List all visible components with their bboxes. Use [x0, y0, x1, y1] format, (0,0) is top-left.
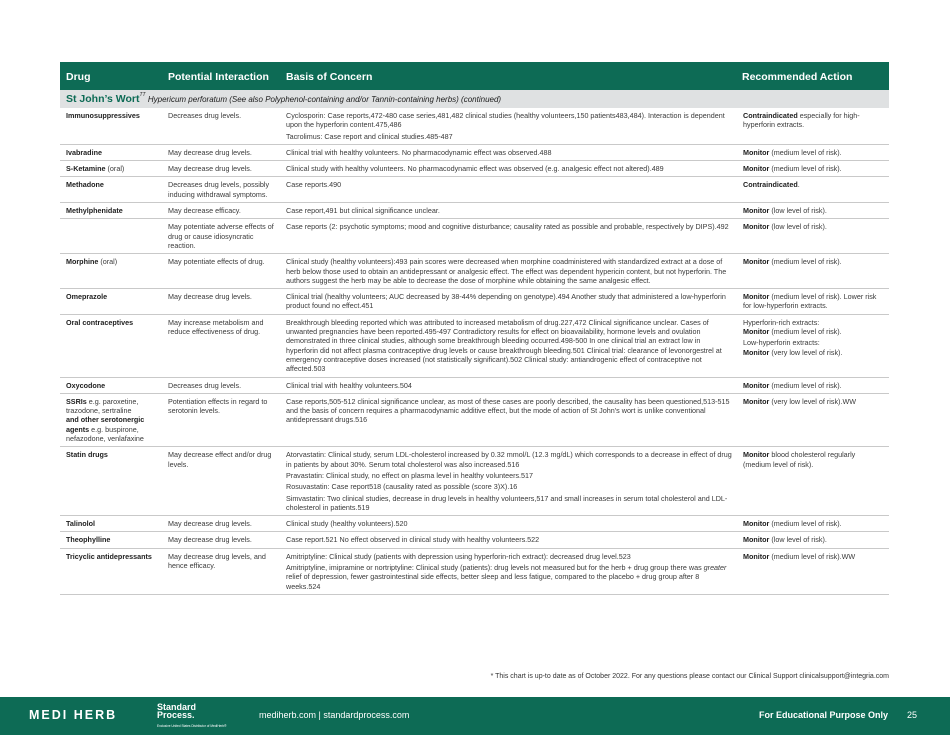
basis-text: Clinical study (healthy volunteers):493 pain scores were decreased when morphine coadministered with standardized extract at a dose of herb below those used to obtain an antidepressant or analgesic effect. The effect was dependent hypericin content, but not hyperforin. The authors suggest the herb may be able to decrease the dose of morphine while obtaining the same analgesic effect.	[286, 257, 727, 285]
drug-name: Statin drugs	[66, 450, 108, 460]
mediherb-logo	[29, 708, 117, 722]
table-row	[60, 145, 889, 161]
interaction-text: May decrease drug levels.	[168, 535, 252, 545]
action-text: (medium level of risk).	[769, 327, 842, 337]
table-row	[60, 289, 889, 315]
action-label: Monitor	[743, 164, 770, 174]
action-text: (medium level of risk).	[769, 147, 842, 157]
drug-name: S-Ketamine	[66, 164, 106, 174]
table-row	[60, 203, 889, 219]
basis-text: relief of depression, fewer gastrointestinal side effects, better sleep and less fatigue, compared to the placebo + drug group after 8 weeks.524	[286, 572, 700, 591]
drug-name: Ivabradine	[66, 147, 102, 157]
basis-text: Amitriptyline: Clinical study (patients with depression using hyperforin-rich extract): decreased drug level.523	[286, 551, 631, 561]
table-row	[60, 219, 889, 254]
action-label: Monitor	[743, 257, 770, 267]
interaction-text: May decrease effect and/or drug levels.	[168, 450, 272, 469]
action-text: (medium level of risk).	[769, 519, 842, 529]
action-text: (low level of risk).	[769, 206, 827, 216]
action-text: (medium level of risk).WW	[769, 551, 856, 561]
table-row	[60, 516, 889, 532]
interaction-text: Decreases drug levels.	[168, 111, 242, 120]
action-text: Hyperforin-rich extracts:	[743, 317, 820, 327]
table-row	[60, 549, 889, 595]
interaction-text: May potentiate adverse effects of drug or cause idiosyncratic reaction.	[168, 222, 274, 250]
action-text: (medium level of risk).	[769, 164, 842, 174]
table-row	[60, 108, 889, 145]
interaction-text: May potentiate effects of drug.	[168, 257, 265, 267]
interaction-text: Decreases drug levels, possibly inducing withdrawal symptoms.	[168, 180, 270, 199]
interaction-text: May decrease drug levels.	[168, 292, 252, 302]
basis-text: Atorvastatin: Clinical study, serum LDL-cholesterol increased by 0.32 mmol/L (12.3 mg/dL) which corresponds to a decrease in effect of drug in patients by about 30%. Serum total cholesterol was also increased.516	[286, 450, 732, 469]
header-action: Recommended Action	[742, 71, 853, 83]
drug-name: Theophylline	[66, 535, 111, 545]
drug-suffix: (oral)	[98, 257, 118, 267]
table-row	[60, 447, 889, 516]
drug-name: Tricyclic antidepressants	[66, 551, 152, 561]
action-label: Monitor	[743, 327, 770, 337]
basis-text: Clinical trial with healthy volunteers.504	[286, 380, 412, 390]
sp-logo-line2: Process.	[157, 710, 195, 720]
action-label: Contraindicated	[743, 111, 798, 120]
drug-name: Talinolol	[66, 519, 96, 529]
action-text: .	[797, 180, 800, 190]
action-label: Monitor	[743, 347, 770, 357]
drug-name: Omeprazole	[66, 292, 108, 302]
action-label: Monitor	[743, 535, 770, 545]
action-text: (medium level of risk).	[769, 257, 842, 267]
interaction-text: May decrease drug levels, and hence efficacy.	[168, 551, 266, 570]
section-header	[60, 90, 889, 108]
table-row	[60, 315, 889, 378]
drug-name: Oral contraceptives	[66, 317, 134, 327]
action-text: (very low level of risk).WW	[769, 396, 857, 406]
action-text: (low level of risk).	[769, 222, 827, 232]
action-label: Monitor	[743, 206, 770, 216]
sp-tagline: Exclusive United States Distributor of MediHerb®	[157, 724, 227, 728]
table-row	[60, 161, 889, 177]
drug-suffix: e.g. buspirone, nefazodone, venlafaxine	[66, 424, 144, 444]
educational-notice: For Educational Purpose Only	[758, 710, 888, 720]
drug-name: Oxycodone	[66, 380, 106, 390]
basis-text: Pravastatin: Clinical study, no effect on plasma level in healthy volunteers.517	[286, 470, 534, 480]
interaction-text: Decreases drug levels.	[168, 380, 242, 390]
action-label: Monitor	[743, 551, 770, 561]
interaction-text: May decrease drug levels.	[168, 519, 252, 529]
table-row	[60, 532, 889, 548]
section-subtitle: Hypericum perforatum (See also Polyphenol-containing and/or Tannin-containing herbs) (continued)	[147, 95, 502, 104]
action-text: especially for high-hyperforin extracts.	[743, 111, 860, 130]
drug-name: Methylphenidate	[66, 206, 123, 216]
action-label: Monitor	[743, 519, 770, 529]
basis-text: Breakthrough bleeding reported which was attributed to increased metabolism of drug.227,472 Clinical significance unclear. Cases of unwanted pregnancies have been reported.495-497 Contradictory results for effect on bioavailability, hormone levels and ovulation demonstrated in three clinical studies, although some breakthrough bleeding occurred.498-500 In one clinical trial an extract low in hyperforin did not affect plasma contraceptive drug levels or cause breakthrough bleeding.501 Clinical trial: clearance of levonorgestrel at emergency contraceptive doses increased (not statistically significant).502 Clinical study: antiandrogenic effect of contraceptive not affected.503	[286, 317, 722, 374]
interaction-text: May increase metabolism and reduce effectiveness of drug.	[168, 317, 264, 337]
interaction-text: May decrease drug levels.	[168, 164, 252, 174]
drug-suffix: (oral)	[105, 164, 125, 174]
basis-text: Case reports,505-512 clinical significance unclear, as most of these cases are poorly described, the causality has been questioned,513-515 and the basis of concern requires a pharmacodynamic additive effect, but the mode of action of St John’s wort is unlike conventional antidepressant drugs.516	[286, 396, 730, 425]
interaction-text: May decrease drug levels.	[168, 147, 252, 157]
section-title: St John’s Wort	[66, 93, 140, 105]
action-label: Monitor	[743, 292, 770, 302]
action-text: (medium level of risk). Lower risk for low-hyperforin extracts.	[743, 292, 877, 311]
action-text: (low level of risk).	[769, 535, 827, 545]
basis-text: Case report.521 No effect observed in clinical study with healthy volunteers.522	[286, 535, 540, 545]
basis-text: Cyclosporin: Case reports,472-480 case series,481,482 clinical studies (healthy volunteers,150 patients483,484). Interaction is dependent upon the hyperforin content.475,486	[286, 111, 725, 130]
mediherb-logo-text: MEDI HERB	[29, 708, 118, 722]
drug-name: Methadone	[66, 180, 104, 190]
table-header	[60, 62, 889, 90]
action-text: blood cholesterol regularly (medium level of risk).	[743, 450, 856, 469]
basis-text: Amitriptyline, imipramine or nortriptyline: Clinical study (patients): drug levels not measured but for the herb + drug group there was	[286, 562, 704, 572]
footer-urls[interactable]: mediherb.com | standardprocess.com	[259, 710, 410, 720]
header-basis: Basis of Concern	[286, 71, 373, 83]
table-row	[60, 177, 889, 203]
table-row	[60, 378, 889, 394]
basis-text: Clinical study with healthy volunteers. No pharmacodynamic effect was observed (e.g. analgesic effect not altered).489	[286, 164, 664, 174]
basis-text: Clinical trial with healthy volunteers. No pharmacodynamic effect was observed.488	[286, 147, 552, 157]
basis-text: Tacrolimus: Case report and clinical studies.485-487	[286, 131, 453, 141]
standard-process-logo	[157, 703, 196, 719]
table-row	[60, 254, 889, 289]
footnote: * This chart is up-to date as of October 2022. For any questions please contact our Clinical Support clinicalsupport@integria.com	[490, 673, 889, 680]
basis-emphasis: greater	[703, 562, 727, 572]
drug-name: Immunosuppressives	[66, 111, 140, 120]
page-number: 25	[906, 710, 917, 720]
action-label: Monitor	[743, 396, 770, 406]
sp-logo-line1: Standard	[157, 702, 197, 712]
header-interaction: Potential Interaction	[168, 71, 269, 83]
action-text: (medium level of risk).	[769, 380, 842, 390]
action-label: Contraindicated	[743, 180, 798, 190]
drug-name-2: and other serotonergic agents	[66, 415, 145, 434]
basis-text: Clinical study (healthy volunteers).520	[286, 519, 408, 529]
drug-name: SSRIs	[66, 396, 87, 406]
table-row	[60, 394, 889, 447]
interaction-text: Potentiation effects in regard to serotonin levels.	[168, 396, 268, 416]
drug-name: Morphine	[66, 257, 99, 267]
action-label: Monitor	[743, 450, 770, 460]
action-label: Monitor	[743, 380, 770, 390]
basis-text: Case report,491 but clinical significance unclear.	[286, 206, 440, 216]
drug-suffix: e.g. paroxetine, trazodone, sertraline	[66, 396, 139, 416]
action-label: Monitor	[743, 222, 770, 232]
basis-text: Clinical trial (healthy volunteers; AUC decreased by 38-44% depending on genotype).494 Another study that administered a low-hyperforin product found no effect.451	[286, 292, 726, 311]
action-label: Monitor	[743, 147, 770, 157]
page-footer	[0, 697, 950, 735]
section-title-sup: TT	[139, 92, 146, 98]
interaction-text: May decrease efficacy.	[168, 206, 241, 216]
basis-text: Case reports.490	[286, 180, 342, 190]
basis-text: Rosuvastatin: Case report518 (causality rated as possible (score 3)X).16	[286, 482, 518, 492]
action-text: Low-hyperforin extracts:	[743, 338, 820, 348]
basis-text: Case reports (2: psychotic symptoms; mood and cognitive disturbance; causality rated as possible and probable, respectively by DIPS).492	[286, 222, 729, 232]
header-drug: Drug	[66, 71, 91, 83]
action-text: (very low level of risk).	[769, 347, 843, 357]
basis-text: Simvastatin: Two clinical studies, decrease in drug levels in healthy volunteers,517 and small increases in serum total cholesterol and LDL-cholesterol in patients.519	[286, 493, 728, 512]
interaction-table	[60, 62, 889, 595]
